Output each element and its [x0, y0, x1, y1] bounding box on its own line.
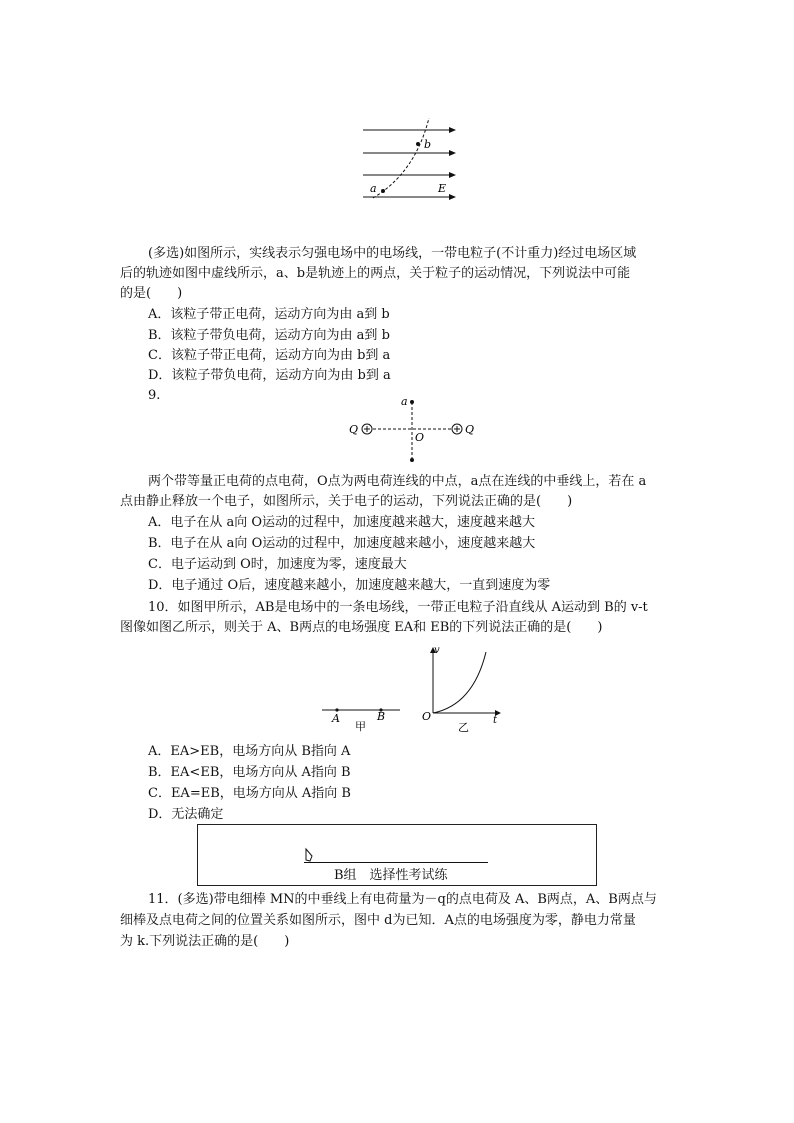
q9-number: 9.: [148, 388, 161, 403]
positive-charge-right: [452, 424, 462, 434]
label-t: t: [493, 715, 498, 726]
label-a: a: [401, 395, 408, 408]
q8-option-b: B．该粒子带负电荷，运动方向为由 a到 b: [148, 328, 390, 343]
vt-curve: [433, 652, 486, 713]
point-a: [381, 189, 385, 193]
q9-option-a: A．电子在从 a向 O运动的过程中，加速度越来越大，速度越来越大: [148, 515, 536, 530]
q8-stem-line-3: 的是( ): [120, 286, 183, 301]
positive-charge-left: [362, 424, 372, 434]
q9-stem-line-1: 两个带等量正电荷的点电荷，O点为两电荷连线的中点，a点在连线的中垂线上，若在 a: [148, 474, 647, 489]
pen-icon: [304, 847, 318, 863]
q10-option-d: D．无法确定: [148, 807, 224, 822]
q8-option-a: A．该粒子带正电荷，运动方向为由 a到 b: [148, 307, 390, 322]
label-Q-right: Q: [465, 423, 475, 436]
label-v: v: [434, 645, 440, 656]
q11-stem-line-2: 细棒及点电荷之间的位置关系如图所示，图中 d为已知．A点的电场强度为零，静电力常量: [120, 913, 636, 928]
section-header-rule: [304, 862, 488, 863]
q10-option-a: A．EA>EB，电场方向从 B指向 A: [148, 744, 351, 759]
q10-figure-jia: [318, 700, 408, 736]
section-title: B组 选择性考试练: [334, 868, 448, 883]
q8-field-figure: [355, 118, 465, 200]
label-B: B: [377, 710, 386, 723]
q9-option-d: D．电子通过 O后，速度越来越小，加速度越来越大，一直到速度为零: [148, 578, 551, 593]
label-A: A: [332, 712, 340, 725]
label-a: a: [370, 182, 377, 195]
q9-option-c: C．电子运动到 O时，加速度为零，速度最大: [148, 557, 407, 572]
label-Q-left: Q: [349, 423, 359, 436]
point-bottom: [410, 458, 414, 462]
label-O: O: [422, 710, 432, 723]
q11-stem-line-1: 11．(多选)带电细棒 MN的中垂线上有电荷量为－q的点电荷及 A、B两点，A、B两点与: [148, 892, 657, 907]
q9-option-b: B．电子在从 a向 O运动的过程中，加速度越来越小，速度越来越大: [148, 536, 536, 551]
q11-stem-line-3: 为 k.下列说法正确的是( ): [120, 934, 290, 949]
q10-option-b: B．EA<EB，电场方向从 A指向 B: [148, 765, 351, 780]
label-yi: 乙: [458, 721, 469, 734]
q8-option-d: D．该粒子带负电荷，运动方向为由 b到 a: [148, 368, 391, 383]
label-b: b: [424, 138, 432, 151]
section-header-box: [197, 824, 597, 886]
point-b: [416, 142, 420, 146]
q8-option-c: C．该粒子带正电荷，运动方向为由 b到 a: [148, 348, 391, 363]
point-a: [410, 400, 414, 404]
label-O: O: [415, 431, 425, 444]
q10-option-c: C．EA=EB，电场方向从 A指向 B: [148, 786, 351, 801]
q8-stem-line-2: 后的轨迹如图中虚线所示，a、b是轨迹上的两点，关于粒子的运动情况，下列说法中可能: [120, 266, 631, 281]
q10-stem-line-1: 10．如图甲所示，AB是电场中的一条电场线，一带正电粒子沿直线从 A运动到 B的 v-t: [148, 600, 648, 615]
q9-stem-line-2: 点由静止释放一个电子，如图所示，关于电子的运动，下列说法正确的是( ): [120, 494, 573, 509]
q10-stem-line-2: 图像如图乙所示，则关于 A、B两点的电场强度 EA和 EB的下列说法正确的是( ): [120, 620, 603, 635]
label-E: E: [438, 182, 447, 195]
label-jia: 甲: [355, 720, 366, 733]
q8-stem-line-1: (多选)如图所示，实线表示匀强电场中的电场线，一带电粒子(不计重力)经过电场区域: [148, 246, 637, 261]
q10-figure-yi-vt-graph: [418, 640, 508, 736]
q9-charges-figure: [345, 394, 480, 466]
